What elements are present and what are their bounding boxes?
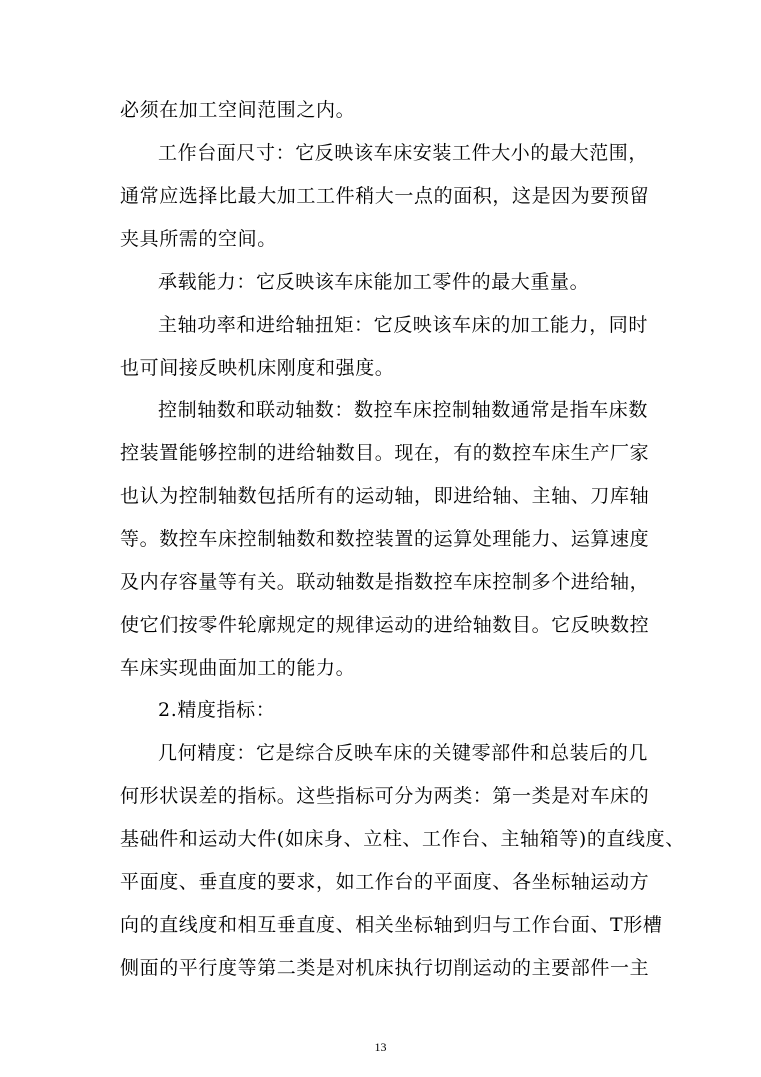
- text-line: 也可间接反映机床刚度和强度。: [120, 357, 395, 379]
- text-line: 主轴功率和进给轴扭矩：它反映该车床的加工能力，同时: [158, 314, 649, 336]
- page-number: 13: [374, 1040, 387, 1054]
- text-line: 通常应选择比最大加工工件稍大一点的面积，这是因为要预留: [120, 185, 650, 207]
- text-line: 控装置能够控制的进给轴数目。现在，有的数控车床生产厂家: [120, 442, 650, 464]
- text-line: 必须在加工空间范围之内。: [120, 99, 356, 121]
- text-line: 也认为控制轴数包括所有的运动轴，即进给轴、主轴、刀库轴: [120, 485, 650, 507]
- text-line: 夹具所需的空间。: [120, 228, 277, 250]
- text-line: 及内存容量等有关。联动轴数是指数控车床控制多个进给轴，: [120, 571, 650, 593]
- text-line: 几何精度：它是综合反映车床的关键零部件和总装后的几: [158, 742, 649, 764]
- text-line: 等。数控车床控制轴数和数控装置的运算处理能力、运算速度: [120, 528, 650, 550]
- text-line: 基础件和运动大件(如床身、立柱、工作台、主轴箱等)的直线度、: [120, 828, 685, 850]
- text-line: 侧面的平行度等第二类是对机床执行切削运动的主要部件一主: [120, 957, 650, 979]
- text-line: 平面度、垂直度的要求，如工作台的平面度、各坐标轴运动方: [120, 871, 650, 893]
- text-line: 使它们按零件轮廓规定的规律运动的进给轴数目。它反映数控: [120, 614, 650, 636]
- section-heading: 2.精度指标：: [158, 699, 276, 721]
- text-line: 工作台面尺寸：它反映该车床安装工件大小的最大范围，: [158, 142, 649, 164]
- text-line: 何形状误差的指标。这些指标可分为两类：第一类是对车床的: [120, 785, 650, 807]
- text-line: 承载能力：它反映该车床能加工零件的最大重量。: [158, 271, 590, 293]
- text-line: 车床实现曲面加工的能力。: [120, 657, 356, 679]
- text-line: 向的直线度和相互垂直度、相关坐标轴到归与工作台面、T形槽: [120, 914, 663, 936]
- text-line: 控制轴数和联动轴数：数控车床控制轴数通常是指车床数: [158, 399, 649, 421]
